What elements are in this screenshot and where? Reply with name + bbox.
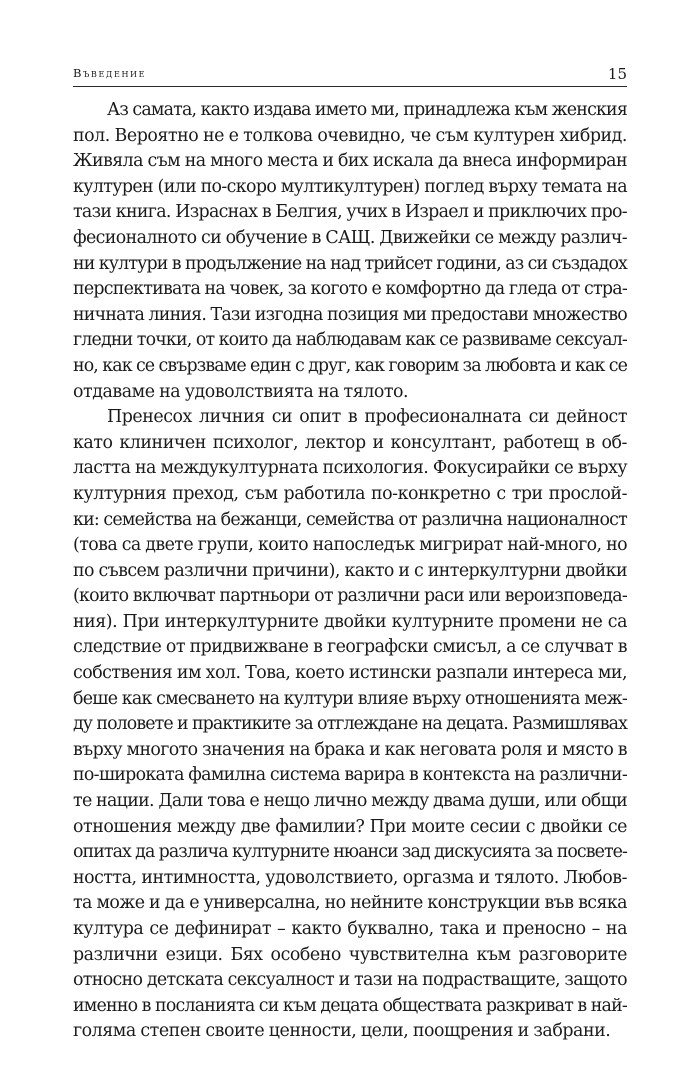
text-line: (това са двете групи, които напоследък мигрират най-много, но — [73, 535, 627, 556]
text-line: като клиничен психолог, лектор и консултант, работещ в об- — [73, 432, 627, 453]
text-line: пол. Вероятно не е толкова очевидно, че съм културен хибрид. — [73, 125, 627, 146]
text-line: голяма степен своите ценности, цели, поощрения и забрани. — [73, 1021, 611, 1042]
text-line: ни култури в продължение на над трийсет години, аз си създадох — [73, 253, 627, 274]
text-line: по съвсем различни причини), както и с интеркултурни двойки — [73, 560, 627, 581]
page-number: 15 — [607, 65, 627, 83]
text-line: по-широката фамилна система варира в контекста на различни- — [73, 765, 627, 786]
text-line: фесионалното си обучение в САЩ. Движейки се между различ- — [73, 227, 627, 248]
text-line: Живяла съм на много места и бих искала да внеса информиран — [73, 151, 627, 172]
text-line: относно детската сексуалност и тази на подрастващите, защото — [73, 970, 627, 991]
text-line: Аз самата, както издава името ми, принадлежа към женския — [107, 100, 627, 120]
text-line: те нации. Дали това е нещо лично между двама души, или общи — [73, 791, 627, 812]
section-title: Въведение — [73, 66, 147, 80]
text-line: култура се дефинират – както буквално, така и преносно – на — [73, 919, 627, 939]
text-line: ки: семейства на бежанци, семейства от различна националност — [73, 509, 627, 530]
text-line: но, как се свързваме един с друг, как говорим за любовта и как се — [73, 355, 627, 376]
text-line: собствения им хол. Това, което истински разпали интереса ми, — [73, 663, 627, 684]
text-line: ластта на междукултурната психология. Фокусирайки се върху — [73, 458, 627, 479]
body-text — [73, 98, 627, 1045]
text-line: беше как смесването на култури влияе върху отношенията меж- — [73, 688, 627, 709]
text-line: отдаваме на удоволствията на тялото. — [73, 381, 409, 402]
text-line: следствие от придвижване в географски смисъл, а се случват в — [73, 637, 627, 658]
text-line: именно в посланията си към децата обществата разкриват в най- — [73, 995, 627, 1016]
text-line: та може и да е универсална, но нейните конструкции във всяка — [73, 893, 627, 914]
text-line: отношения между две фамилии? При моите сесии с двойки се — [73, 816, 627, 837]
running-head — [73, 66, 627, 86]
text-line: ността, интимността, удоволствието, оргазма и тялото. Любов- — [73, 867, 627, 888]
text-line: Пренесох личния си опит в професионалната си дейност — [107, 407, 627, 428]
text-line: различни езици. Бях особено чувствителна към разговорите — [73, 944, 627, 965]
text-line: ничната линия. Тази изгодна позиция ми предостави множество — [73, 304, 627, 325]
text-line: перспективата на човек, за когото е комфортно да гледа от стра- — [73, 279, 627, 300]
text-line: опитах да различа културните нюанси зад дискусията за посвете- — [73, 842, 627, 863]
text-line: гледни точки, от които да наблюдавам как се развиваме сексуал- — [73, 330, 627, 351]
text-line: ния). При интеркултурните двойки културните промени не са — [73, 611, 627, 632]
text-line: културния преход, съм работила по-конкретно с три прослой- — [73, 483, 627, 504]
paragraph-1 — [73, 98, 627, 405]
paragraph-2 — [73, 405, 627, 1045]
text-line: (които включват партньори от различни раси или вероизповеда- — [73, 586, 627, 607]
header-rule — [73, 86, 627, 87]
text-line: културен (или по-скоро мултикултурен) поглед върху темата на — [73, 176, 627, 197]
text-line: върху многото значения на брака и как неговата роля и място в — [73, 739, 627, 760]
text-line: ду половете и практиките за отглеждане на децата. Размишлявах — [73, 714, 627, 735]
text-line: тази книга. Израснах в Белгия, учих в Израел и приключих про- — [73, 202, 627, 223]
